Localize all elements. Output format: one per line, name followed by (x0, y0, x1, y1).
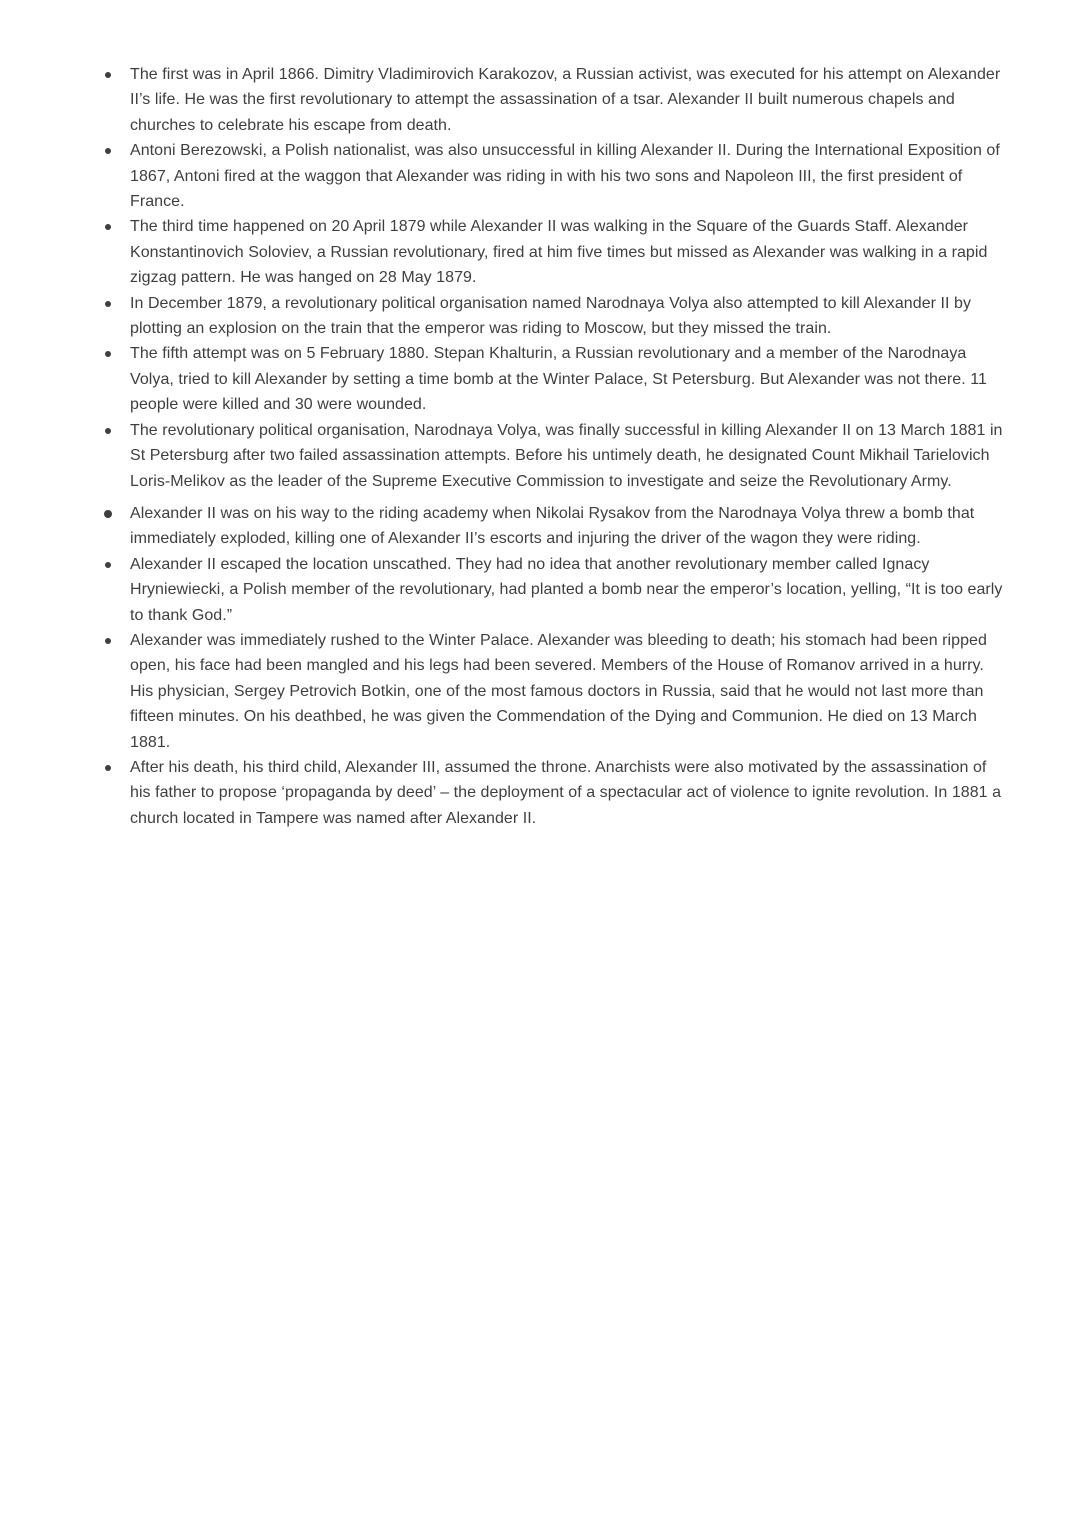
list-item (103, 552, 1009, 628)
bullet-text: The third time happened on 20 April 1879 while Alexander II was walking in the Square of the Guards Staff. Alexander Konstantinovich Soloviev, a Russian revolutionary, fired at him five times but missed as Alexander was walking in a rapid zigzag pattern. He was hanged on 28 May 1879. (130, 218, 988, 287)
list-item (103, 418, 1009, 494)
bullet-text: Alexander II was on his way to the riding academy when Nikolai Rysakov from the Narodnaya Volya threw a bomb that immediately exploded, killing one of Alexander II’s escorts and injuring the driver of the wagon they were riding. (130, 504, 975, 548)
bullet-icon (105, 638, 111, 644)
bullet-text: Alexander II escaped the location unscathed. They had no idea that another revolutionary member called Ignacy Hryniewiecki, a Polish member of the revolutionary, had planted a bomb near the emperor’s location, yelling, “It is too early to thank God.” (130, 555, 1003, 624)
bullet-icon (105, 301, 111, 307)
bullet-text: Antoni Berezowski, a Polish nationalist, was also unsuccessful in killing Alexander II. During the International Exposition of 1867, Antoni fired at the waggon that Alexander was riding in with his two sons and Napoleon III, the first president of France. (130, 142, 1000, 211)
bullet-icon (105, 72, 111, 78)
bullet-icon (105, 562, 111, 568)
list-item (103, 341, 1009, 417)
bullet-text: Alexander was immediately rushed to the Winter Palace. Alexander was bleeding to death; his stomach had been ripped open, his face had been mangled and his legs had been severed. Members of the House of Romanov arrived in a hurry. His physician, Sergey Petrovich Botkin, one of the most famous doctors in Russia, said that he would not last more than fifteen minutes. On his deathbed, he was given the Commendation of the Dying and Communion. He died on 13 March 1881. (130, 631, 987, 751)
bullet-list (103, 62, 1009, 831)
list-item (103, 501, 1009, 552)
bullet-icon (105, 148, 111, 154)
bullet-text: The first was in April 1866. Dimitry Vladimirovich Karakozov, a Russian activist, was executed for his attempt on Alexander II’s life. He was the first revolutionary to attempt the assassination of a tsar. Alexander II built numerous chapels and churches to celebrate his escape from death. (130, 66, 1001, 134)
bullet-icon (105, 224, 111, 230)
bullet-text: In December 1879, a revolutionary political organisation named Narodnaya Volya also attempted to kill Alexander II by plotting an explosion on the train that the emperor was riding to Moscow, but they missed the train. (130, 294, 971, 338)
bullet-icon (105, 351, 111, 357)
list-item (103, 628, 1009, 755)
bullet-icon (104, 510, 112, 518)
bullet-text: The fifth attempt was on 5 February 1880. Stepan Khalturin, a Russian revolutionary and a member of the Narodnaya Volya, tried to kill Alexander by setting a time bomb at the Winter Palace, St Petersburg. But Alexander was not there. 11 people were killed and 30 were wounded. (130, 345, 987, 414)
page (103, 62, 1009, 831)
list-item (103, 291, 1009, 342)
list-item (103, 62, 1009, 138)
bullet-icon (105, 428, 111, 434)
list-item (103, 214, 1009, 290)
bullet-icon (105, 765, 111, 771)
list-item (103, 755, 1009, 831)
list-item (103, 138, 1009, 214)
bullet-text: The revolutionary political organisation, Narodnaya Volya, was finally successful in killing Alexander II on 13 March 1881 in St Petersburg after two failed assassination attempts. Before his untimely death, he designated Count Mikhail Tarielovich Loris-Melikov as the leader of the Supreme Executive Commission to investigate and seize the Revolutionary Army. (130, 421, 1003, 490)
bullet-text: After his death, his third child, Alexander III, assumed the throne. Anarchists were also motivated by the assassination of his father to propose ‘propaganda by deed’ – the deployment of a spectacular act of violence to ignite revolution. In 1881 a church located in Tampere was named after Alexander II. (130, 758, 1002, 827)
